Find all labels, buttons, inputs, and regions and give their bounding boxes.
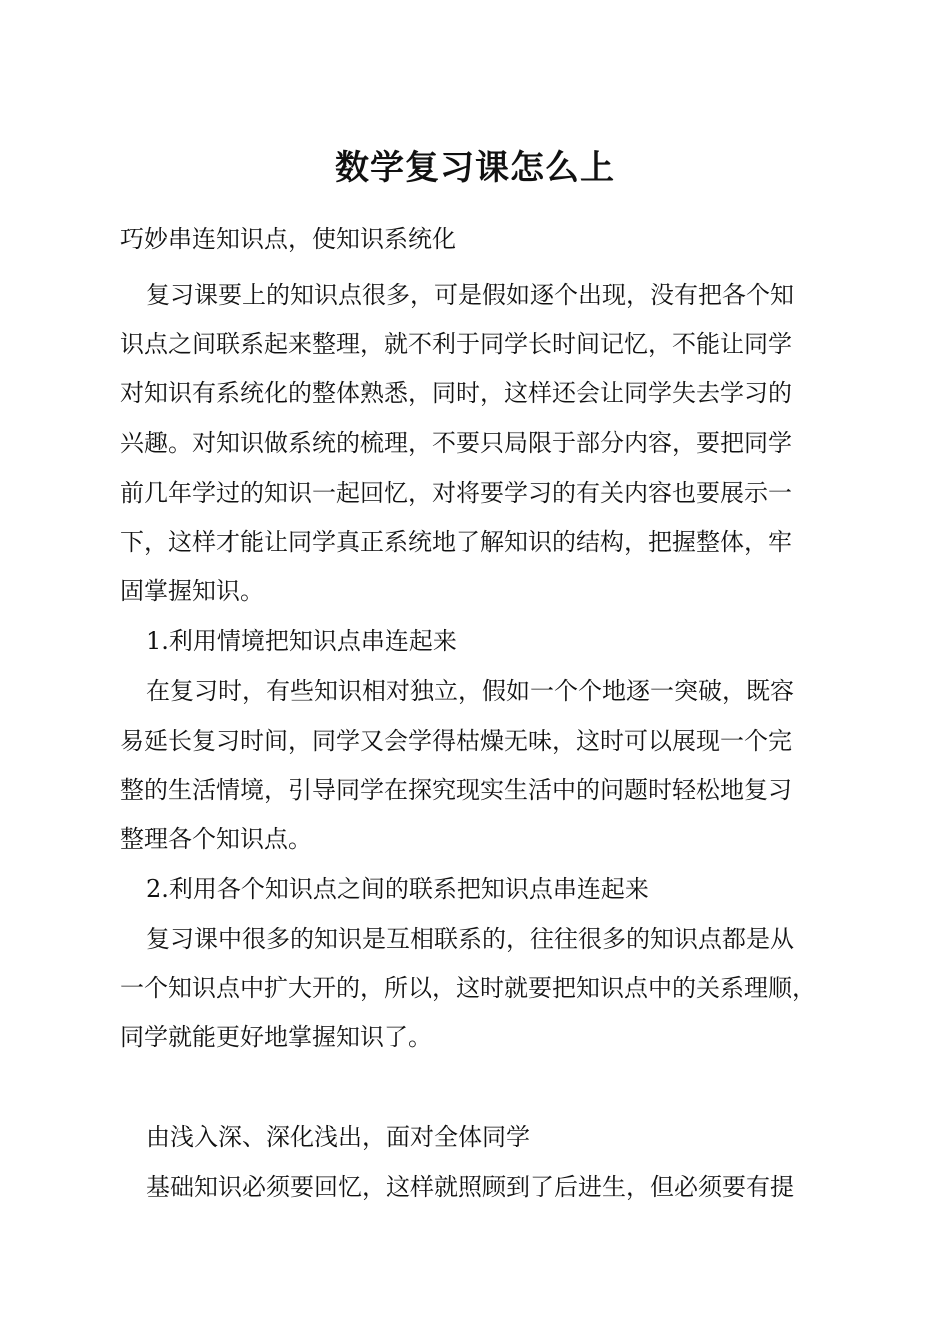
paragraph-2-line-1: 在复习时，有些知识相对独立，假如一个个地逐一突破，既容 — [146, 677, 794, 705]
section-heading-2: 由浅入深、深化浅出，面对全体同学 — [146, 1123, 530, 1151]
paragraph-1-line-3: 对知识有系统化的整体熟悉，同时，这样还会让同学失去学习的 — [120, 379, 792, 407]
paragraph-3-line-2: 一个知识点中扩大开的，所以，这时就要把知识点中的关系理顺， — [120, 974, 816, 1002]
paragraph-1-line-1: 复习课要上的知识点很多，可是假如逐个出现，没有把各个知 — [146, 281, 794, 309]
page-title: 数学复习课怎么上 — [335, 148, 615, 188]
paragraph-1-line-6: 下，这样才能让同学真正系统地了解知识的结构，把握整体，牢 — [120, 528, 792, 556]
item-heading-2: 2.利用各个知识点之间的联系把知识点串连起来 — [146, 875, 649, 903]
paragraph-2-line-2: 易延长复习时间，同学又会学得枯燥无味，这时可以展现一个完 — [120, 727, 792, 755]
paragraph-3-line-3: 同学就能更好地掌握知识了。 — [120, 1023, 432, 1051]
paragraph-2-line-3: 整的生活情境，引导同学在探究现实生活中的问题时轻松地复习 — [120, 776, 792, 804]
paragraph-2-line-4: 整理各个知识点。 — [120, 825, 312, 853]
paragraph-1-line-2: 识点之间联系起来整理，就不利于同学长时间记忆，不能让同学 — [120, 330, 792, 358]
paragraph-1-line-7: 固掌握知识。 — [120, 577, 264, 605]
item-heading-1: 1.利用情境把知识点串连起来 — [146, 627, 457, 655]
section-heading-1: 巧妙串连知识点，使知识系统化 — [120, 225, 456, 253]
paragraph-1-line-4: 兴趣。对知识做系统的梳理，不要只局限于部分内容，要把同学 — [120, 429, 792, 457]
paragraph-3-line-1: 复习课中很多的知识是互相联系的，往往很多的知识点都是从 — [146, 925, 794, 953]
paragraph-1-line-5: 前几年学过的知识一起回忆，对将要学习的有关内容也要展示一 — [120, 479, 792, 507]
paragraph-4-line-1: 基础知识必须要回忆，这样就照顾到了后进生，但必须要有提 — [146, 1173, 794, 1201]
